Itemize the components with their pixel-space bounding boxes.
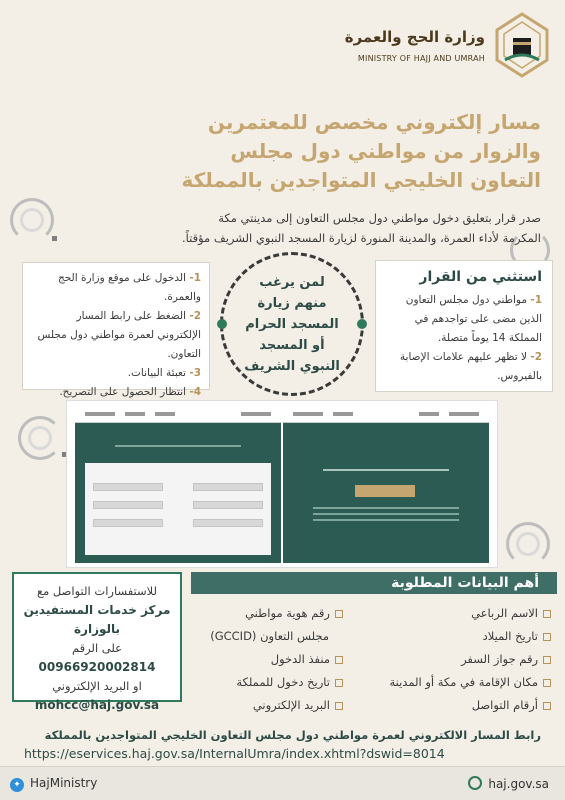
- contact-line: او البريد الإلكتروني: [52, 679, 142, 693]
- screenshot-navbar: [283, 407, 489, 423]
- required-item: [193, 625, 343, 648]
- bullet-icon: [335, 702, 343, 710]
- required-item: [361, 694, 551, 717]
- required-item-text: تاريخ الميلاد: [482, 629, 538, 643]
- required-item: [193, 671, 343, 694]
- step-item: [31, 269, 201, 307]
- footer: [0, 766, 565, 800]
- website-link[interactable]: [468, 776, 549, 791]
- bullet-icon: [543, 610, 551, 618]
- required-item-text: مكان الإقامة في مكة أو المدينة: [389, 675, 538, 689]
- progress-line: [115, 445, 241, 447]
- center-line: النبوي الشريف: [244, 359, 340, 374]
- required-item-text: رقم هوية مواطني: [245, 606, 330, 620]
- bullet-icon: [335, 656, 343, 664]
- text-line: [313, 513, 459, 515]
- required-item-text: أرقام التواصل: [471, 698, 538, 712]
- step-number: 1-: [189, 272, 201, 284]
- required-item: [193, 602, 343, 625]
- required-item: [361, 648, 551, 671]
- exception-item: [386, 291, 542, 348]
- step-number: 2-: [189, 310, 201, 322]
- required-data-heading: أهم البيانات المطلوبة: [391, 575, 539, 591]
- item-number: 2-: [530, 351, 542, 363]
- form-panel: [85, 463, 271, 555]
- required-item: [193, 694, 343, 717]
- decorative-arc: [516, 532, 540, 556]
- bullet-icon: [543, 633, 551, 641]
- bullet-icon: [335, 610, 343, 618]
- required-list-left: [193, 602, 343, 717]
- contact-phone[interactable]: 00966920002814: [38, 660, 156, 674]
- register-button: [355, 485, 415, 497]
- step-text: الضغط على رابط المسار الإلكتروني لعمرة مواطني دول مجلس التعاون.: [37, 310, 201, 360]
- item-text: مواطني دول مجلس التعاون الذين مضى على تواجدهم في المملكة 14 يوماً متصلة.: [405, 294, 542, 344]
- exception-item: [386, 348, 542, 386]
- item-number: 1-: [530, 294, 542, 306]
- text-line: [323, 469, 449, 471]
- landing-screenshot: [283, 407, 489, 563]
- required-item-text: مجلس التعاون (GCCID): [210, 629, 329, 643]
- required-data-header: [191, 572, 557, 594]
- required-item: [193, 648, 343, 671]
- center-line: أو المسجد: [259, 338, 325, 353]
- step-number: 3-: [189, 367, 201, 379]
- item-text: لا تظهر عليهم علامات الإصابة بالفيروس.: [399, 351, 542, 382]
- required-list-right: [361, 602, 551, 717]
- bullet-icon: [543, 656, 551, 664]
- required-item: [361, 671, 551, 694]
- center-line: المسجد الحرام: [245, 317, 339, 332]
- twitter-handle: HajMinistry: [30, 776, 98, 790]
- title-line: التعاون الخليجي المتواجدين بالمملكة: [181, 168, 541, 192]
- center-text: [232, 272, 352, 377]
- title-line: والزوار من مواطني دول مجلس: [230, 139, 541, 163]
- logo-arabic-text: وزارة الحج والعمرة: [344, 28, 485, 46]
- step-text: تعبئة البيانات.: [127, 367, 186, 379]
- globe-icon: [468, 776, 482, 790]
- page-title: [121, 108, 541, 195]
- required-item-text: الاسم الرباعي: [471, 606, 538, 620]
- bullet-icon: [543, 679, 551, 687]
- contact-line: على الرقم: [71, 641, 123, 655]
- service-link-label: رابط المسار الالكتروني لعمرة مواطني دول مجلس التعاون الخليجي المتواجدين بالمملكة: [44, 728, 541, 742]
- steps-box: [22, 262, 210, 398]
- exception-heading: استثني من القرار: [419, 269, 542, 285]
- required-item-text: تاريخ دخول للمملكة: [236, 675, 330, 689]
- center-line: لمن يرغب: [259, 275, 325, 290]
- intro-line: صدر قرار بتعليق دخول مواطني دول مجلس التعاون إلى مدينتي مكة: [218, 211, 541, 225]
- service-link-band: [24, 726, 541, 764]
- text-line: [313, 507, 459, 509]
- step-text: الدخول على موقع وزارة الحج والعمرة.: [58, 272, 201, 303]
- bullet-icon: [543, 702, 551, 710]
- kaaba-emblem-icon: [491, 10, 553, 80]
- step-number: 4-: [189, 386, 201, 398]
- contact-line: مركز خدمات المستفيدين بالوزارة: [23, 603, 171, 636]
- service-link-url[interactable]: https://eservices.haj.gov.sa/InternalUmra/index.xhtml?dswid=8014: [24, 746, 445, 761]
- ministry-logo: [313, 10, 553, 82]
- center-line: منهم زيارة: [257, 296, 327, 311]
- title-line: مسار إلكتروني مخصص للمعتمرين: [207, 110, 541, 134]
- twitter-icon: ✦: [10, 778, 24, 792]
- screenshot-navbar: [75, 407, 281, 423]
- step-item: [31, 364, 201, 383]
- twitter-link[interactable]: [10, 776, 97, 792]
- contact-email[interactable]: mohcc@haj.gov.sa: [34, 698, 160, 712]
- intro-paragraph: [41, 208, 541, 248]
- bullet-icon: [335, 679, 343, 687]
- step-item: [31, 307, 201, 364]
- website-screenshots: [66, 400, 498, 568]
- contact-box: [12, 572, 182, 712]
- website-text: haj.gov.sa: [488, 777, 549, 791]
- required-item-text: البريد الإلكتروني: [252, 698, 330, 712]
- contact-line: للاستفسارات التواصل مع: [37, 584, 157, 598]
- exception-box: [375, 260, 553, 392]
- decorative-arc: [28, 426, 52, 450]
- form-screenshot: [75, 407, 281, 563]
- intro-line: المكرمة لأداء العمرة، والمدينة المنورة لزيارة المسجد النبوي الشريف مؤقتاً.: [181, 231, 541, 245]
- circle-dot: [217, 319, 227, 329]
- required-item: [361, 625, 551, 648]
- required-item: [361, 602, 551, 625]
- circle-dot: [357, 319, 367, 329]
- step-text: انتظار الحصول على التصريح.: [59, 386, 186, 398]
- logo-english-text: MINISTRY OF HAJJ AND UMRAH: [357, 54, 485, 63]
- required-item-text: رقم جواز السفر: [461, 652, 538, 666]
- text-line: [313, 519, 459, 521]
- required-item-text: منفذ الدخول: [270, 652, 330, 666]
